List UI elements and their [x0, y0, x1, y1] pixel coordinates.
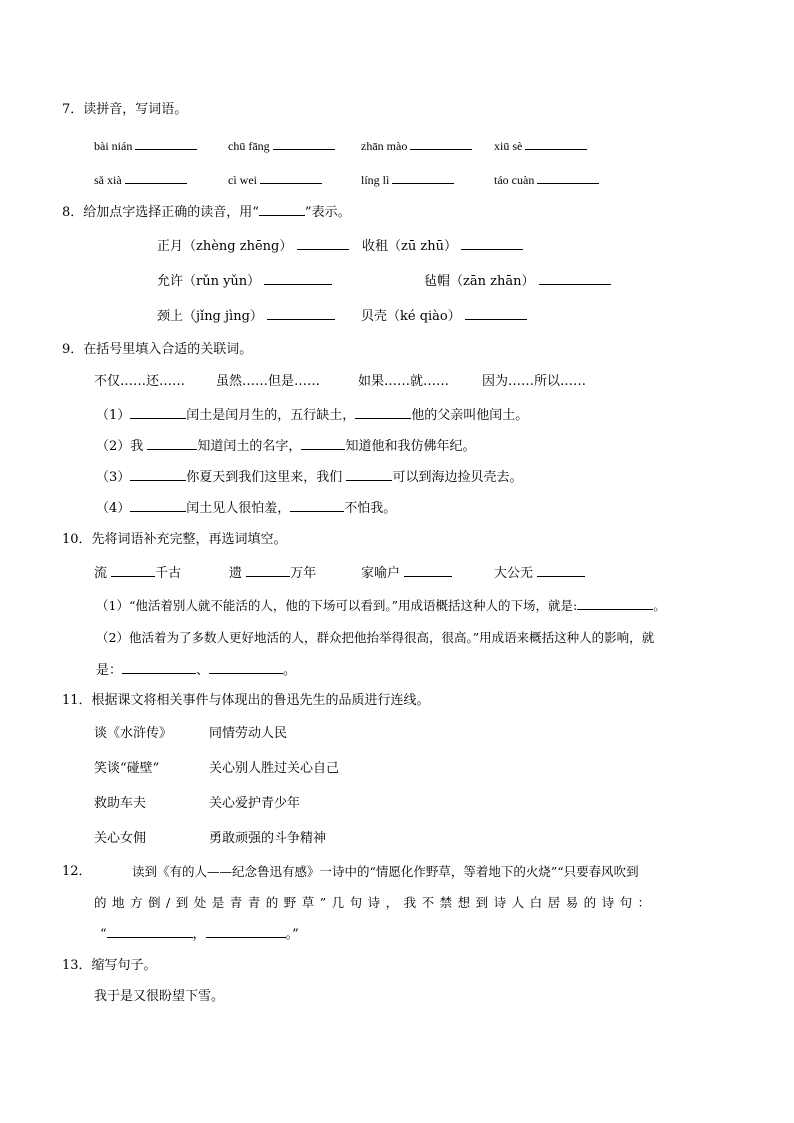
fill-sentence: （1） 闰土是闰月生的，五行缺土， 他的父亲叫他闰土。 — [96, 408, 529, 423]
answer-blank[interactable] — [130, 468, 186, 481]
pinyin-item — [228, 137, 335, 155]
answer-blank[interactable] — [107, 925, 193, 938]
reading-choice: 颈上（jǐng jìng） — [157, 307, 335, 326]
pinyin-item — [94, 137, 197, 155]
option-word: 如果……就…… — [358, 374, 450, 389]
pinyin-item — [361, 137, 472, 155]
fill-sentence: 是： 、 。 — [96, 663, 297, 678]
answer-blank[interactable] — [290, 499, 344, 512]
answer-blank[interactable] — [130, 499, 186, 512]
option-word: 因为……所以…… — [482, 374, 587, 389]
question-12-text: 的地方倒/到处是青青的野草”几句诗，我不禁想到诗人白居易的诗句： — [94, 895, 656, 910]
answer-blank[interactable] — [267, 307, 335, 320]
answer-blank[interactable] — [537, 564, 585, 577]
pinyin-item — [361, 171, 454, 189]
answer-blank[interactable] — [264, 272, 332, 285]
answer-blank[interactable] — [537, 171, 599, 184]
quality-item[interactable]: 同情劳动人民 — [209, 726, 288, 741]
question-8-title: 8．给加点字选择正确的读音，用“ ”表示。 — [62, 205, 351, 220]
quality-item[interactable]: 关心别人胜过关心自己 — [209, 761, 340, 776]
question-10-title: 10．先将词语补充完整，再选词填空。 — [62, 532, 287, 547]
fill-sentence: （4） 闰土见人很怕羞， 不怕我。 — [96, 501, 397, 516]
question-12-number: 12． — [62, 864, 92, 879]
reading-choice: 正月（zhèng zhēng） — [157, 237, 349, 256]
pinyin-item — [228, 171, 322, 189]
pinyin-text: táo cuàn — [494, 173, 535, 187]
answer-blank[interactable] — [147, 437, 197, 450]
answer-blank[interactable] — [577, 597, 653, 610]
question-7-title: 7．读拼音，写词语。 — [62, 102, 188, 117]
idiom-item: 大公无 — [494, 564, 585, 583]
answer-blank[interactable] — [301, 437, 345, 450]
fill-sentence: “ ， 。” — [100, 927, 299, 942]
quality-item[interactable]: 关心爱护青少年 — [209, 796, 301, 811]
option-word: 不仅……还…… — [94, 374, 186, 389]
pinyin-text: bài nián — [94, 139, 133, 153]
answer-blank[interactable] — [297, 237, 349, 250]
answer-blank[interactable] — [135, 137, 197, 150]
answer-blank[interactable] — [260, 171, 322, 184]
event-item[interactable]: 谈《水浒传》 — [94, 726, 173, 741]
answer-blank[interactable] — [209, 661, 283, 674]
answer-blank[interactable] — [525, 137, 587, 150]
pinyin-item — [494, 171, 599, 189]
pinyin-text: cì wei — [228, 173, 257, 187]
reading-choice: 毡帽（zān zhān） — [424, 272, 611, 291]
answer-blank[interactable] — [346, 468, 392, 481]
answer-blank[interactable] — [461, 237, 523, 250]
answer-blank[interactable] — [404, 564, 452, 577]
example-blank — [259, 203, 305, 216]
idiom-item: 遗 万年 — [229, 566, 317, 581]
reading-choice: 贝壳（ké qiào） — [361, 307, 527, 326]
answer-blank[interactable] — [125, 171, 187, 184]
event-item[interactable]: 关心女佣 — [94, 831, 147, 846]
question-9-title: 9．在括号里填入合适的关联词。 — [62, 342, 253, 357]
answer-blank[interactable] — [539, 272, 611, 285]
answer-blank[interactable] — [410, 137, 472, 150]
reading-choice: 允许（rǔn yǔn） — [157, 272, 332, 291]
answer-blank[interactable] — [273, 137, 335, 150]
answer-blank[interactable] — [111, 564, 155, 577]
pinyin-text: zhān mào — [361, 139, 408, 153]
event-item[interactable]: 笑谈“碰壁” — [94, 761, 160, 776]
answer-blank[interactable] — [392, 171, 454, 184]
answer-blank[interactable] — [355, 406, 411, 419]
answer-blank[interactable] — [122, 661, 196, 674]
idiom-item: 家喻户 — [361, 564, 452, 583]
question-12-text: 读到《有的人——纪念鲁迅有感》一诗中的“情愿化作野草，等着地下的火烧”“只要春风吹到 — [132, 864, 639, 879]
event-item[interactable]: 救助车夫 — [94, 796, 147, 811]
question-13-title: 13．缩写句子。 — [62, 958, 157, 973]
fill-sentence: （2）我 知道闰土的名字， 知道他和我仿佛年纪。 — [96, 439, 476, 454]
option-word: 虽然……但是…… — [216, 374, 321, 389]
pinyin-text: líng lì — [361, 173, 390, 187]
quality-item[interactable]: 勇敢顽强的斗争精神 — [209, 831, 327, 846]
fill-sentence: （2）他活着为了多数人更好地活的人，群众把他抬举得很高，很高。”用成语来概括这种人的影响，就 — [96, 630, 655, 645]
answer-blank[interactable] — [206, 925, 286, 938]
sentence-to-shorten: 我于是又很盼望下雪。 — [94, 989, 225, 1004]
idiom-item: 流 千古 — [94, 566, 182, 581]
pinyin-text: sǎ xià — [94, 173, 122, 187]
pinyin-item — [494, 137, 587, 155]
answer-blank[interactable] — [130, 406, 186, 419]
pinyin-item — [94, 171, 187, 189]
pinyin-text: xiū sè — [494, 139, 523, 153]
fill-sentence: （3） 你夏天到我们这里来，我们 可以到海边捡贝壳去。 — [96, 470, 523, 485]
pinyin-text: chū fāng — [228, 139, 270, 153]
answer-blank[interactable] — [246, 564, 290, 577]
reading-choice: 收租（zū zhū） — [362, 237, 523, 256]
fill-sentence: （1）“他活着别人就不能活的人，他的下场可以看到。”用成语概括这种人的下场，就是: 。 — [96, 598, 666, 613]
answer-blank[interactable] — [465, 307, 527, 320]
question-11-title: 11．根据课文将相关事件与体现出的鲁迅先生的品质进行连线。 — [62, 693, 430, 708]
